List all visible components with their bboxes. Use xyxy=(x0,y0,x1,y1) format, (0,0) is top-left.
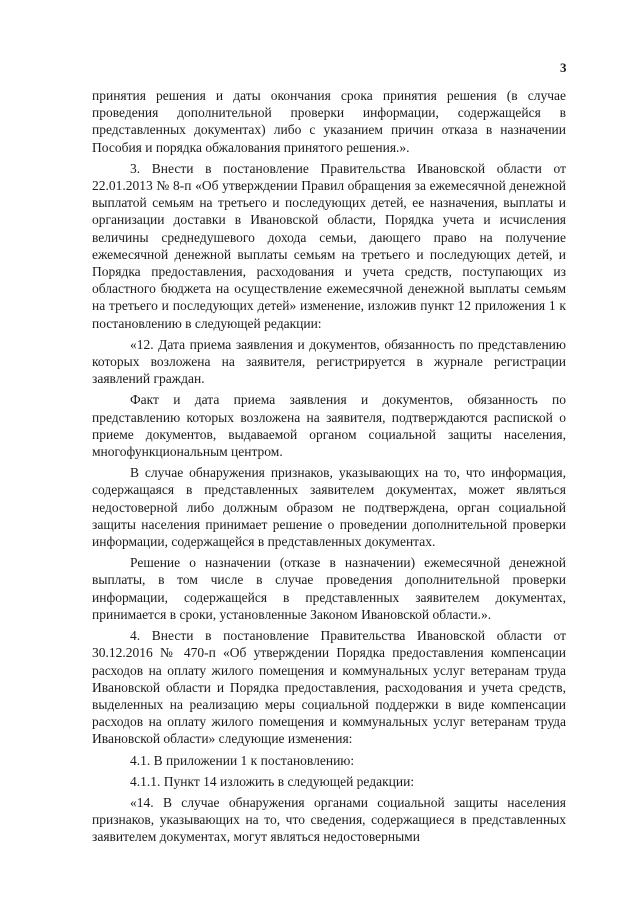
paragraph-point-14: «14. В случае обнаружения органами социальной защиты населения признаков, указывающих на то, что сведения, содержащиеся в представленных заявителем документах, могут являться недостоверными xyxy=(92,794,566,845)
paragraph-item-3: 3. Внести в постановление Правительства Ивановской области от 22.01.2013 № 8-п «Об утверждении Правил обращения за ежемесячной денежной выплатой семьям на третьего и последующих детей, ее назначения, выплаты и организации доставки в Ивановской области, Порядка учета и исчисления величины среднедушевого дохода семьи, дающего право на получение ежемесячной денежной выплаты семьям на третьего и последующих детей, и Порядка предоставления, расходования и учета средств, поступающих из областного бюджета на осуществление ежемесячной денежной выплаты семьям на третьего и последующих детей» изменение, изложив пункт 12 приложения 1 к постановлению в следующей редакции: xyxy=(92,160,566,331)
paragraph-item-4: 4. Внести в постановление Правительства Ивановской области от 30.12.2016 № 470-п «Об утверждении Порядка предоставления компенсации расходов на оплату жилого помещения и коммунальных услуг ветеранам труда Ивановской области и Порядка предоставления, расходования и учета средств, выделенных на реализацию меры социальной поддержки в виде компенсации расходов на оплату жилого помещения и коммунальных услуг ветеранам труда Ивановской области» следующие изменения: xyxy=(92,628,566,747)
document-body xyxy=(92,87,566,846)
paragraph-item-4-1: 4.1. В приложении 1 к постановлению: xyxy=(130,752,355,768)
paragraph-item-4-1-1: 4.1.1. Пункт 14 изложить в следующей редакции: xyxy=(130,773,415,789)
page-number: 3 xyxy=(560,60,567,75)
paragraph-verification: В случае обнаружения признаков, указывающих на то, что информация, содержащаяся в представленных заявителем документах, может являться недостоверной либо должным образом не подтверждена, орган социальной защиты населения принимает решение о проведении дополнительной проверки информации, содержащейся в представленных документах. xyxy=(92,465,566,550)
paragraph-continuation: принятия решения и даты окончания срока принятия решения (в случае проведения дополнительной проверки информации, содержащейся в представленных документах) либо с указанием причин отказа в назначении Пособия и порядка обжалования принятого решения.». xyxy=(92,88,566,155)
paragraph-point-12: «12. Дата приема заявления и документов, обязанность по представлению которых возложена на заявителя, регистрируется в журнале регистрации заявлений граждан. xyxy=(92,336,566,387)
paragraph-receipt: Факт и дата приема заявления и документов, обязанность по представлению которых возложена на заявителя, подтверждаются распиской о приеме документов, выдаваемой органом социальной защиты населения, многофункциональным центром. xyxy=(92,392,566,460)
paragraph-decision: Решение о назначении (отказе в назначении) ежемесячной денежной выплаты, в том числе в случае проведения дополнительной проверки информации, содержащейся в представленных заявителем документах, принимается в сроки, установленные Законом Ивановской области.». xyxy=(92,555,566,622)
